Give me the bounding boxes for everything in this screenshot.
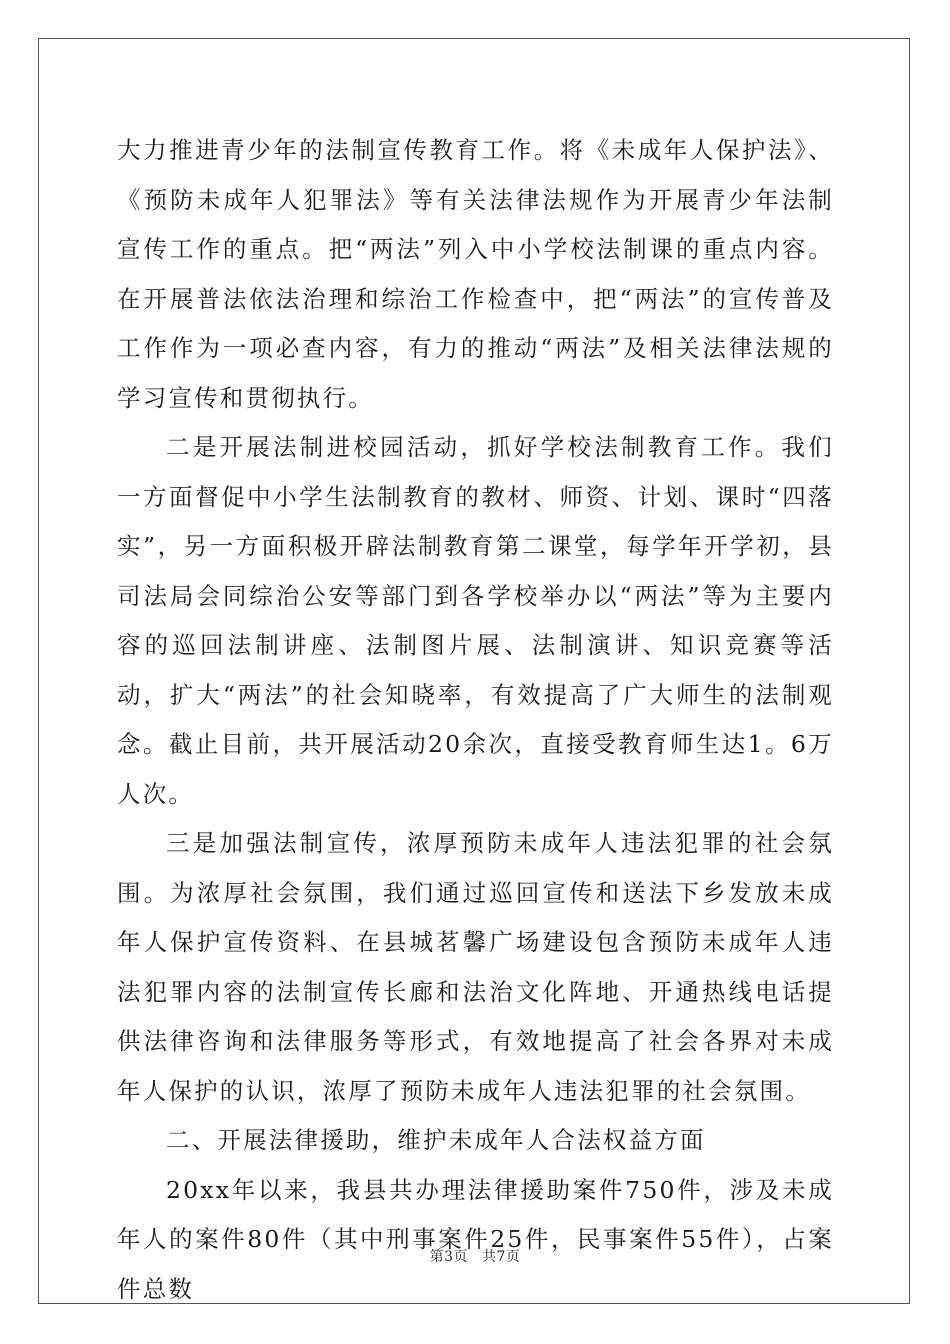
paragraph-2: 二是开展法制进校园活动，抓好学校法制教育工作。我们一方面督促中小学生法制教育的教材、师资、计划、课时“四落实”，另一方面积极开辟法制教育第二课堂，每学年开学初，县司法局会同综治公安等部门到各学校举办以“两法”等为主要内容的巡回法制讲座、法制图片展、法制演讲、知识竞赛等活动，扩大“两法”的社会知晓率，有效提高了广大师生的法制观念。截止目前，共开展活动20余次，直接受教育师生达1。6万人次。	[117, 433, 834, 808]
paragraph-3: 三是加强法制宣传，浓厚预防未成年人违法犯罪的社会氛围。为浓厚社会氛围，我们通过巡回宣传和送法下乡发放未成年人保护宣传资料、在县城茗馨广场建设包含预防未成年人违法犯罪内容的法制宣传长廊和法治文化阵地、开通热线电话提供法律咨询和法律服务等形式，有效地提高了社会各界对未成年人保护的认识，浓厚了预防未成年人违法犯罪的社会氛围。	[117, 829, 834, 1105]
page-total: 共7页	[482, 1249, 521, 1265]
paragraph-5: 20xx年以来，我县共办理法律援助案件750件，涉及未成年人的案件80件（其中刑事案件25件，民事案件55件），占案件总数	[117, 1175, 834, 1303]
paragraph-1: 大力推进青少年的法制宣传教育工作。将《未成年人保护法》、《预防未成年人犯罪法》等有关法律法规作为开展青少年法制宣传工作的重点。把“两法”列入中小学校法制课的重点内容。在开展普法依法治理和综治工作检查中，把“两法”的宣传普及工作作为一项必查内容，有力的推动“两法”及相关法律法规的学习宣传和贯彻执行。	[117, 136, 834, 412]
page-footer	[0, 1246, 950, 1266]
document-body	[117, 126, 834, 1314]
section-heading: 二、开展法律援助，维护未成年人合法权益方面	[166, 1126, 706, 1154]
page-number: 第3页	[429, 1249, 468, 1265]
